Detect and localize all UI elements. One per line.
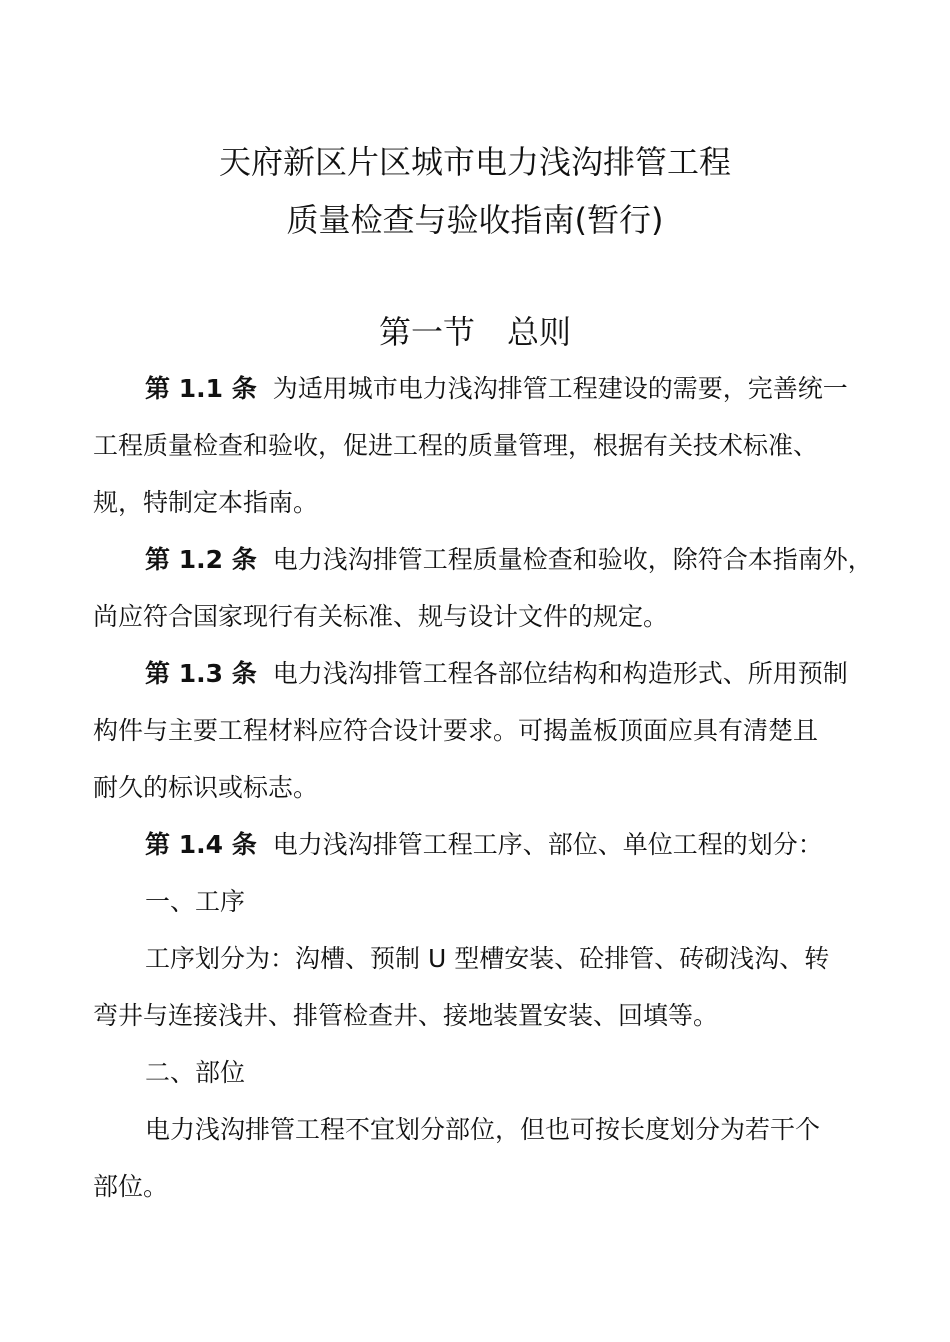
article-1-2-first-line	[145, 543, 873, 577]
article-1-1-first-line	[145, 372, 873, 406]
subsection-2-line-2: 部位。	[93, 1172, 169, 1201]
subsection-1-heading: 一、工序	[145, 887, 246, 916]
subsection-1-line-2: 弯井与连接浅井、排管检查井、接地装置安装、回填等。	[93, 1001, 719, 1030]
article-1-2-line-2: 尚应符合国家现行有关标准、规与设计文件的规定。	[93, 602, 669, 631]
article-1-3-first-line	[145, 657, 873, 691]
article-1-3-line-3: 耐久的标识或标志。	[93, 773, 319, 802]
subsection-1-line-1: 工序划分为：沟槽、预制 U 型槽安装、砼排管、砖砌浅沟、转	[145, 944, 830, 973]
article-text: 电力浅沟排管工程质量检查和验收，除符合本指南外，	[272, 545, 873, 574]
article-label: 第 1.2 条	[145, 545, 257, 574]
article-1-1-line-2: 工程质量检查和验收，促进工程的质量管理，根据有关技术标准、	[93, 431, 819, 460]
article-label: 第 1.3 条	[145, 659, 257, 688]
section-label: 第一节	[378, 313, 475, 351]
section-name: 总则	[507, 313, 572, 351]
article-1-1-line-3: 规，特制定本指南。	[93, 488, 319, 517]
document-title-line-1: 天府新区片区城市电力浅沟排管工程	[218, 143, 731, 181]
article-text: 为适用城市电力浅沟排管工程建设的需要，完善统一	[272, 374, 848, 403]
article-text: 电力浅沟排管工程各部位结构和构造形式、所用预制	[272, 659, 848, 688]
article-text: 电力浅沟排管工程工序、部位、单位工程的划分：	[272, 830, 823, 859]
subsection-2-heading: 二、部位	[145, 1058, 246, 1087]
document-title-line-2: 质量检查与验收指南(暂行)	[286, 201, 664, 239]
subsection-2-line-1: 电力浅沟排管工程不宜划分部位，但也可按长度划分为若干个	[145, 1115, 821, 1144]
article-label: 第 1.4 条	[145, 830, 257, 859]
article-1-3-line-2: 构件与主要工程材料应符合设计要求。可揭盖板顶面应具有清楚且	[93, 716, 819, 745]
section-heading	[0, 312, 950, 352]
article-label: 第 1.1 条	[145, 374, 257, 403]
article-1-4-first-line	[145, 828, 873, 862]
